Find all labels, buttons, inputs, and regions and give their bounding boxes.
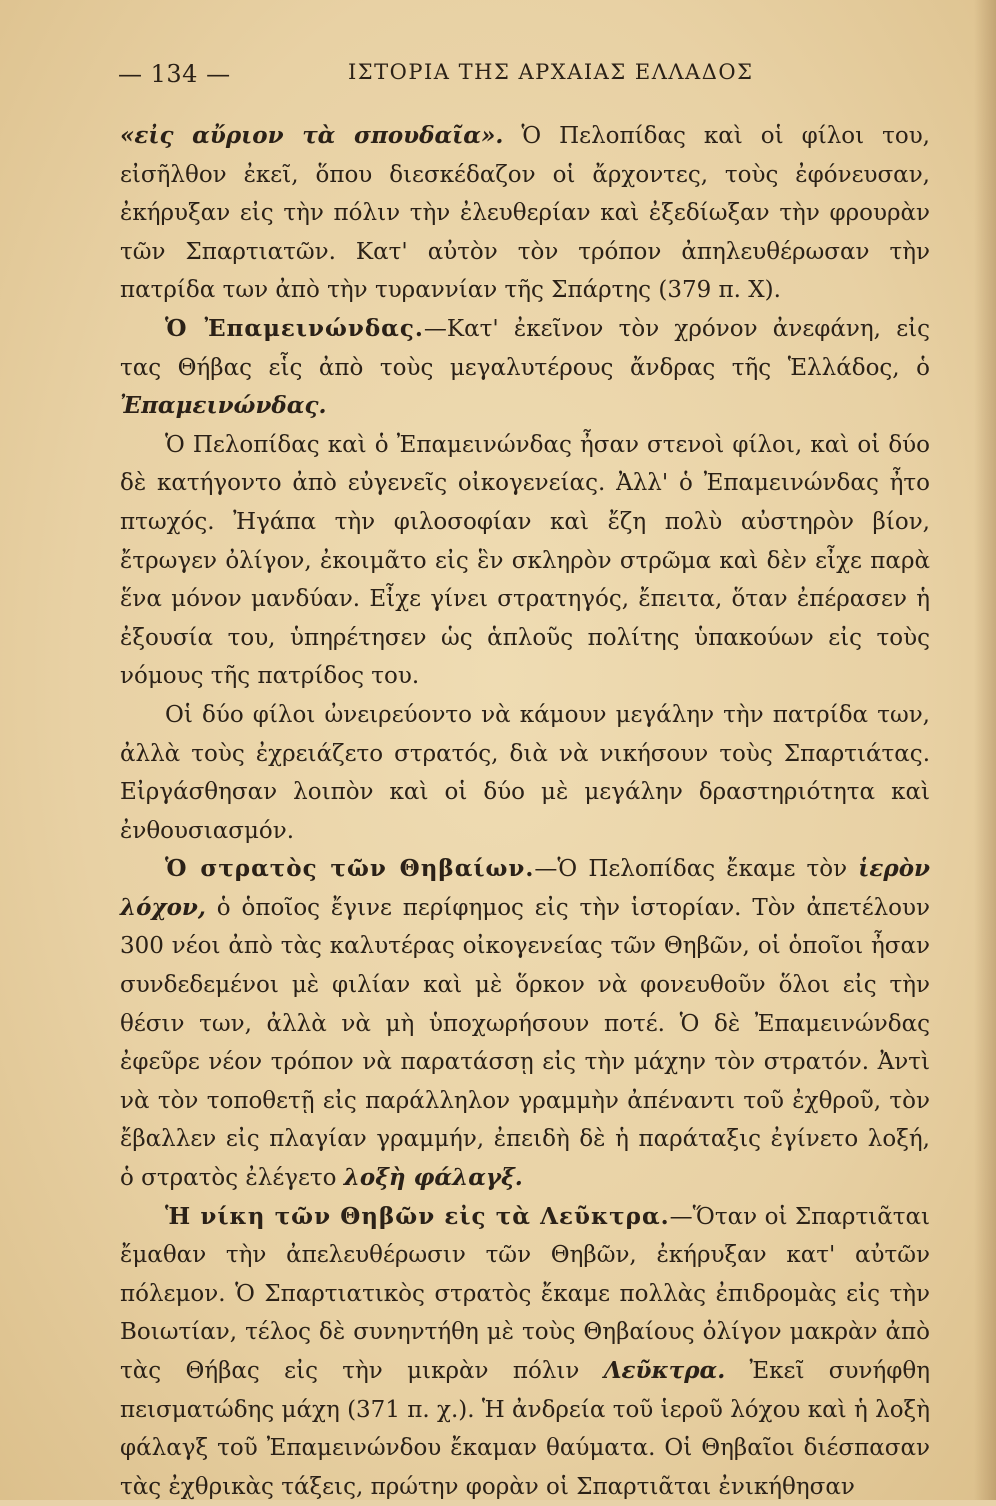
paragraph-3-text: Ὁ Πελοπίδας καὶ ὁ Ἐπαμεινώνδας ἦσαν στενοὶ φίλοι, καὶ οἱ δύο δὲ κατήγοντο ἀπὸ εὐγενεῖς οἰκογενείας. Ἀλλ' ὁ Ἐπαμεινώνδας ἦτο πτωχός. Ἠγάπα τὴν φιλοσοφίαν καὶ ἔζη πολὺ αὐστηρὸν βίον, ἔτρωγεν ὀλίγον, ἐκοιμᾶτο εἰς ἓν σκληρὸν στρῶμα καὶ δὲν εἶχε παρὰ ἕνα μόνον μανδύαν. Εἶχε γίνει στρατηγός, ἔπειτα, ὅταν ἐπέρασεν ἡ ἐξουσία του, ὑπηρέτησεν ὡς ἁπλοῦς πολίτης ὑπακούων εἰς τοὺς νόμους τῆς πατρίδος του. bbox=[120, 431, 930, 690]
sacred-band-emphasis: ἱερὸν λόχον, bbox=[120, 855, 930, 921]
paragraph-4-text: Οἱ δύο φίλοι ὠνειρεύοντο νὰ κάμουν μεγάλην τὴν πατρίδα των, ἀλλὰ τοὺς ἐχρειάζετο στρατός, διὰ νὰ νικήσουν τοὺς Σπαρτιάτας. Εἰργάσθησαν λοιπὸν καὶ οἱ δύο μὲ μεγάλην δραστηριότητα καὶ ἐνθουσιασμόν. bbox=[120, 701, 930, 844]
paragraph-5-text-b: ὁ ὁποῖος ἔγινε περίφημος εἰς τὴν ἱστορίαν. Τὸν ἀπετέλουν 300 νέοι ἀπὸ τὰς καλυτέρας οἰκογενείας τῶν Θηβῶν, οἱ ὁποῖοι ἦσαν συνδεδεμένοι μὲ φιλίαν καὶ μὲ ὅρκον νὰ φονευθοῦν ὅλοι εἰς τὴν θέσιν των, ἀλλὰ νὰ μὴ ὑποχωρήσουν ποτέ. Ὁ δὲ Ἐπαμεινώνδας ἐφεῦρε νέον τρόπον νὰ παρατάσσῃ εἰς τὴν μάχην τὸν στρατόν. Ἀντὶ νὰ τὸν τοποθετῇ εἰς παράλληλον γραμμὴν ἀπέναντι τοῦ ἐχθροῦ, τὸν ἔβαλλεν εἰς πλαγίαν γραμμήν, ἐπειδὴ δὲ ἡ παράταξις ἐγίνετο λοξή, ὁ στρατὸς ἐλέγετο bbox=[120, 894, 930, 1192]
section-heading-epaminondas: Ὁ Ἐπαμεινώνδας. bbox=[165, 314, 424, 342]
body-text bbox=[120, 117, 930, 1506]
paragraph-4 bbox=[120, 696, 930, 850]
section-heading-leuctra: Ἡ νίκη τῶν Θηβῶν εἰς τὰ Λεῦκτρα. bbox=[165, 1202, 670, 1230]
paragraph-6-text-b: Ἐκεῖ συνήφθη πεισματώδης μάχη (371 π. χ.). Ἡ ἀνδρεία τοῦ ἱεροῦ λόχου καὶ ἡ λοξὴ φάλαγξ τοῦ Ἐπαμεινώνδου ἔκαμαν θαύματα. Οἱ Θηβαῖοι διέσπασαν τὰς ἐχθρικὰς τάξεις, πρώτην φορὰν οἱ Σπαρτιᾶται ἐνικήθησαν bbox=[120, 1358, 930, 1500]
paragraph-5-text-a: —Ὁ Πελοπίδας ἔκαμε τὸν bbox=[534, 856, 859, 883]
page-header bbox=[118, 60, 938, 94]
paragraph-2-text: —Κατ' ἐκεῖνον τὸν χρόνον ἀνεφάνη, εἰς τας Θήβας εἷς ἀπὸ τοὺς μεγαλυτέρους ἄνδρας τῆς Ἑλλάδος, ὁ bbox=[120, 315, 931, 381]
paragraph-6-text-a: —Ὅταν οἱ Σπαρτιᾶται ἔμαθαν τὴν ἀπελευθέρωσιν τῶν Θηβῶν, ἐκήρυξαν κατ' αὐτῶν πόλεμον. Ὁ Σπαρτιατικὸς στρατὸς ἔκαμε πολλὰς ἐπιδρομὰς εἰς τὴν Βοιωτίαν, τέλος δὲ συνηντήθη μὲ τοὺς Θηβαίους ὀλίγον μακρὰν ἀπὸ τὰς Θήβας εἰς τὴν μικρὰν πόλιν bbox=[120, 1203, 931, 1384]
quote-emphasis: «εἰς αὔριον τὰ σπουδαῖα». bbox=[120, 122, 504, 149]
paragraph-2 bbox=[120, 310, 930, 426]
running-title: ΙΣΤΟΡΙΑ ΤΗΣ ΑΡΧΑΙΑΣ ΕΛΛΑΔΟΣ bbox=[348, 60, 754, 84]
section-heading-theban-army: Ὁ στρατὸς τῶν Θηβαίων. bbox=[165, 855, 535, 883]
leuctra-emphasis: Λεῦκτρα. bbox=[603, 1357, 726, 1384]
oblique-phalanx-emphasis: λοξὴ φάλαγξ. bbox=[343, 1164, 523, 1192]
paragraph-3 bbox=[120, 426, 930, 696]
paragraph-1-text: Ὁ Πελοπίδας καὶ οἱ φίλοι του, εἰσῆλθον ἐκεῖ, ὅπου διεσκέδαζον οἱ ἄρχοντες, τοὺς ἐφόνευσαν, ἐκήρυξαν εἰς τὴν πόλιν τὴν ἐλευθερίαν καὶ ἐξεδίωξαν τὴν φρουρὰν τῶν Σπαρτιατῶν. Κατ' αὐτὸν τὸν τρόπον ἀπηλευθέρωσαν τὴν πατρίδα των ἀπὸ τὴν τυραννίαν τῆς Σπάρτης (379 π. Χ). bbox=[120, 123, 930, 304]
paragraph-1 bbox=[120, 117, 930, 310]
paragraph-5 bbox=[120, 850, 930, 1197]
name-emphasis: Ἐπαμεινώνδας. bbox=[120, 392, 327, 420]
paragraph-6 bbox=[120, 1198, 930, 1506]
page-number: — 134 — bbox=[118, 60, 231, 88]
